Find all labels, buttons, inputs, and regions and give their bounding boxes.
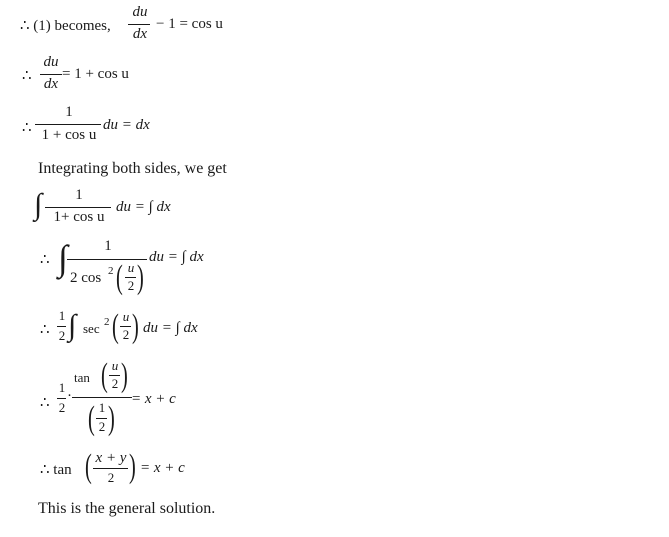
step-8-lower-numerator: 1 <box>98 400 106 415</box>
fraction-bar <box>128 24 150 25</box>
fraction-bar <box>93 468 128 469</box>
step-2-numerator: du <box>43 54 59 70</box>
step-3-numerator: 1 <box>65 104 73 120</box>
step-8-lead: ∴ <box>40 395 50 411</box>
fraction-bar <box>40 74 62 75</box>
step-7-tail: du = ∫ dx <box>143 320 198 336</box>
step-8-coef-denominator: 2 <box>58 400 66 415</box>
step-1-tail: − 1 = cos u <box>156 16 223 32</box>
step-8-lower-denominator: 2 <box>98 419 106 434</box>
step-2-denominator: dx <box>43 76 59 92</box>
step-5-tail: du = ∫ dx <box>116 199 171 215</box>
right-paren: ) <box>132 308 139 345</box>
step-6-den-text: 2 cos <box>70 270 102 286</box>
step-7-coef-denominator: 2 <box>58 328 66 343</box>
step-2-tail: = 1 + cos u <box>62 66 129 82</box>
step-1-denominator: dx <box>132 26 148 42</box>
main-fraction-bar <box>72 397 132 398</box>
integral-sign: ∫ <box>68 309 77 342</box>
step-5-denominator: 1+ cos u <box>53 209 105 225</box>
step-2-lead: ∴ <box>22 68 32 84</box>
step-6-inner-numerator: u <box>127 260 135 275</box>
step-7-lead: ∴ <box>40 322 50 338</box>
right-paren: ) <box>137 259 144 296</box>
step-8-tan-denominator: 2 <box>111 376 119 391</box>
step-8-tan-numerator: u <box>111 358 119 373</box>
left-paren: ( <box>101 357 108 394</box>
left-paren: ( <box>112 308 119 345</box>
step-3-tail: du = dx <box>103 117 150 133</box>
step-9-tail: = x + c <box>140 460 185 476</box>
step-8-coef-numerator: 1 <box>58 380 66 395</box>
step-7-coef-numerator: 1 <box>58 308 66 323</box>
step-3-denominator: 1 + cos u <box>41 127 97 143</box>
fraction-bar <box>57 398 66 399</box>
text-general-solution: This is the general solution. <box>38 500 216 517</box>
integral-sign: ∫ <box>58 238 68 278</box>
left-paren: ( <box>116 259 123 296</box>
step-5-numerator: 1 <box>75 187 83 203</box>
fraction-bar <box>35 124 101 125</box>
step-7-inner-numerator: u <box>122 309 130 324</box>
step-8-tan: tan <box>74 370 90 385</box>
step-7-inner-denominator: 2 <box>122 327 130 342</box>
step-1-lead: ∴ (1) becomes, <box>20 18 111 34</box>
left-paren: ( <box>88 400 95 437</box>
text-integrating: Integrating both sides, we get <box>38 160 227 177</box>
step-9-lead: ∴ tan <box>40 462 72 478</box>
fraction-bar <box>45 207 111 208</box>
step-6-lead: ∴ <box>40 252 50 268</box>
step-9-denominator: 2 <box>107 470 115 485</box>
right-paren: ) <box>108 400 115 437</box>
step-6-numerator: 1 <box>104 238 112 254</box>
step-8-dot: · <box>67 388 72 404</box>
step-6-inner-denominator: 2 <box>127 278 135 293</box>
fraction-bar <box>57 326 66 327</box>
left-paren: ( <box>85 448 92 485</box>
step-7-sec: sec <box>83 321 100 336</box>
step-1-numerator: du <box>132 4 148 20</box>
right-paren: ) <box>129 448 136 485</box>
step-9-numerator: x + y <box>95 450 127 466</box>
right-paren: ) <box>121 357 128 394</box>
integral-sign: ∫ <box>34 188 43 221</box>
step-7-exponent: 2 <box>104 316 110 328</box>
step-6-exponent: 2 <box>108 265 114 277</box>
step-8-tail: = x + c <box>131 391 176 407</box>
step-3-lead: ∴ <box>22 120 32 136</box>
step-6-tail: du = ∫ dx <box>149 249 204 265</box>
